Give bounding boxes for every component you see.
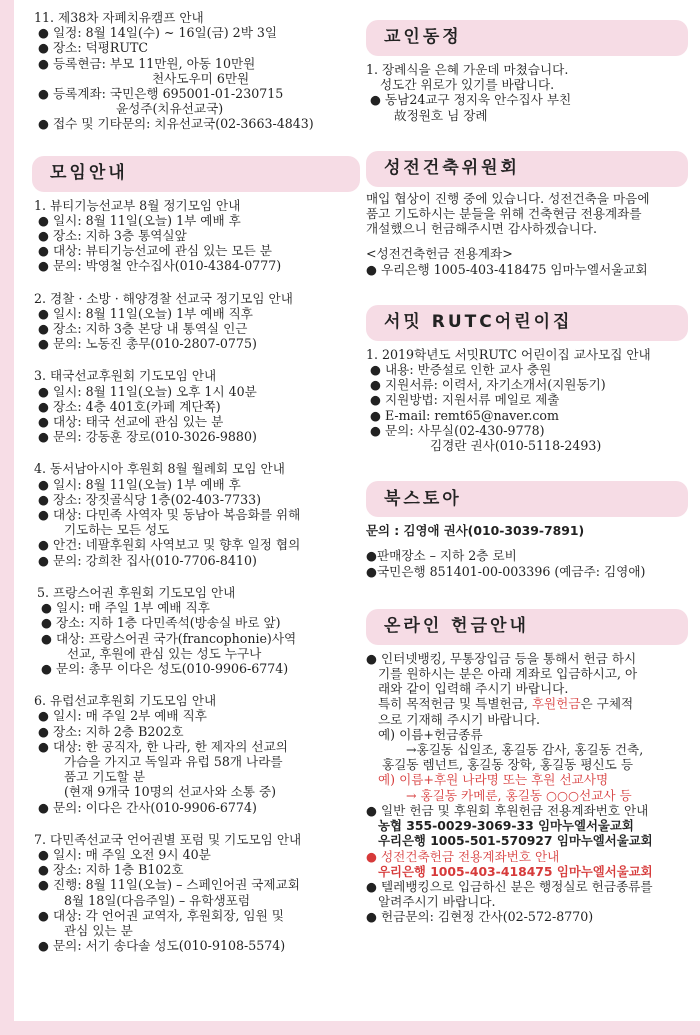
meeting-title: 1. 뷰티기능선교부 8월 정기모임 안내 <box>34 197 241 213</box>
online-red-example: 예) 이름+후원 나라명 또는 후원 선교사명 <box>378 772 609 788</box>
meeting-line: ● 일시: 매 주일 오전 9시 40분 <box>38 846 211 862</box>
meeting-line: ● 문의: 총무 이다은 성도(010-9906-6774) <box>41 660 289 676</box>
meeting-line: ● 대상: 한 공직자, 한 나라, 한 제자의 선교의 <box>38 738 288 754</box>
online-example: 홍길동 렘넌트, 홍길동 장학, 홍길동 평신도 등 <box>382 757 634 773</box>
meeting-line: ● 문의: 강동훈 장로(010-3026-9880) <box>38 429 257 445</box>
daycare-notice <box>366 347 688 453</box>
meeting-line: ● 대상: 프랑스어권 국가(francophonie)사역 <box>41 630 297 646</box>
camp-title: 11. 제38차 자폐치유캠프 안내 <box>34 10 204 25</box>
online-telebanking: 알려주시기 바랍니다. <box>378 894 496 910</box>
meeting-line: 8월 18일(다음주일) – 유학생포럼 <box>64 892 250 908</box>
meeting-line: ● 장소: 지하 2층 B202호 <box>38 723 184 739</box>
left-column <box>34 10 350 953</box>
building-account: ● 우리은행 1005-403-418475 임마누엘서울교회 <box>366 261 648 277</box>
daycare-line: ● E-mail: remt65@naver.com <box>370 407 559 423</box>
meeting-line: 기도하는 모든 성도 <box>64 522 170 538</box>
online-line: ● 인터넷뱅킹, 무통장입금 등을 통해서 헌금 하시 <box>366 650 637 666</box>
camp-line: ● 등록계좌: 국민은행 695001-01-230715 <box>38 86 284 102</box>
camp-line: 천사도우미 6만원 <box>152 70 250 86</box>
online-line: 으로 기재해 주시기 바랍니다. <box>378 711 540 727</box>
online-offering-header: 온라인 헌금안내 <box>366 609 688 645</box>
camp-line: ● 접수 및 기타문의: 치유선교국(02-3663-4843) <box>38 116 314 132</box>
daycare-line: 김경란 권사(010-5118-2493) <box>430 438 602 454</box>
meeting-7 <box>34 832 350 954</box>
meeting-title: 6. 유럽선교후원회 기도모임 안내 <box>34 693 217 709</box>
bookstore-line: ●국민은행 851401-00-003396 (예금주: 김영애) <box>366 563 646 579</box>
meeting-line: 가슴을 가지고 독일과 유럽 58개 나라를 <box>64 753 283 769</box>
camp-line: ● 장소: 덕평RUTC <box>38 40 149 56</box>
meeting-4 <box>34 461 350 567</box>
online-text: 특히 목적헌금 및 특별헌금, <box>378 696 532 712</box>
meeting-2 <box>34 291 350 352</box>
meeting-line: ● 문의: 서기 송다솔 성도(010-9108-5574) <box>38 938 286 954</box>
building-body: 매입 협상이 진행 중에 있습니다. 성전건축을 마음에 <box>366 190 650 206</box>
online-red-example: → 홍길동 카메룬, 홍길동 ○○○선교사 등 <box>406 787 632 803</box>
meeting-line: ● 대상: 뷰티기능선교에 관심 있는 모든 분 <box>38 243 272 259</box>
meeting-line: ● 일시: 매 주일 2부 예배 직후 <box>38 708 207 724</box>
daycare-line: ● 내용: 반증설로 인한 교사 충원 <box>370 362 552 378</box>
online-line: 래와 같이 입력해 주시기 바랍니다. <box>378 681 569 697</box>
meeting-title: 4. 동서남아시아 후원회 8월 월례회 모임 안내 <box>34 461 285 477</box>
condolence-line: ● 동남24교구 정지욱 안수집사 부친 <box>370 92 572 108</box>
meeting-line: ● 장소: 지하 3층 본당 내 통역실 인근 <box>38 321 248 337</box>
online-telebanking: ● 텔레뱅킹으로 입금하신 분은 행정실로 헌금종류를 <box>366 878 653 894</box>
building-notice <box>366 191 688 277</box>
building-header: 성전건축위원회 <box>366 151 688 187</box>
daycare-line: ● 지원서류: 이력서, 자기소개서(지원동기) <box>370 377 606 393</box>
meetings-header: 모임안내 <box>32 156 360 192</box>
meeting-line: 관심 있는 분 <box>64 922 133 938</box>
meeting-line: ● 일시: 8월 11일(오늘) 1부 예배 후 <box>38 476 241 492</box>
meeting-line: ● 일시: 8월 11일(오늘) 오후 1시 40분 <box>38 383 257 399</box>
meeting-title: 2. 경찰 · 소방 · 해양경찰 선교국 정기모임 안내 <box>34 290 293 306</box>
building-account-title: <성전건축헌금 전용계좌> <box>366 246 513 262</box>
condolence-title: 1. 장례식을 은혜 가운데 마쳤습니다. <box>366 62 569 77</box>
meeting-title: 7. 다민족선교국 언어권별 포럼 및 기도모임 안내 <box>34 831 302 847</box>
meeting-line: ● 장소: 4층 401호(카페 계단쪽) <box>38 398 221 414</box>
meeting-6 <box>34 693 350 815</box>
online-line <box>366 696 688 711</box>
bookstore-notice <box>366 523 688 579</box>
online-account: 농협 355-0029-3069-33 임마누엘서울교회 <box>378 818 634 834</box>
meeting-line: ● 문의: 이다은 간사(010-9906-6774) <box>38 799 257 815</box>
online-inquiry: ● 헌금문의: 김현정 간사(02-572-8770) <box>366 909 594 925</box>
meeting-line: ● 문의: 노동진 총무(010-2807-0775) <box>38 336 257 352</box>
meeting-title: 5. 프랑스어권 후원회 기도모임 안내 <box>37 584 236 600</box>
page-border-left <box>0 0 14 1035</box>
daycare-line: ● 문의: 사무실(02-430-9778) <box>370 422 545 438</box>
online-red-text: 후원헌금 <box>531 696 581 712</box>
bookstore-header: 북스토아 <box>366 481 688 517</box>
meeting-line: ● 일시: 매 주일 1부 예배 직후 <box>41 600 210 616</box>
right-column <box>366 20 688 925</box>
building-body: 개설했으니 헌금해주시면 감사하겠습니다. <box>366 221 597 237</box>
condolence-title-2: 성도간 위로가 있기를 바랍니다. <box>380 77 555 93</box>
meeting-line: ● 대상: 다민족 사역자 및 동남아 복음화를 위해 <box>38 507 301 523</box>
online-line: 기를 원하시는 분은 아래 계좌로 입금하시고, 아 <box>378 666 638 682</box>
meeting-title: 3. 태국선교후원회 기도모임 안내 <box>34 368 217 384</box>
meeting-line: ● 대상: 각 언어권 교역자, 후원회장, 임원 및 <box>38 907 284 923</box>
meeting-line: (현재 9개국 10명의 선교사와 소통 중) <box>64 784 277 800</box>
camp-notice <box>34 10 350 132</box>
meeting-line: ● 장소: 장짓골식당 1층(02-403-7733) <box>38 491 262 507</box>
online-text: 은 구체적 <box>580 696 634 712</box>
meeting-line: ● 문의: 박영철 안수집사(010-4384-0777) <box>38 258 282 274</box>
condolence-notice <box>366 62 688 123</box>
meeting-5 <box>34 585 350 676</box>
camp-line: ● 등록현금: 부모 11만원, 아동 10만원 <box>38 55 256 71</box>
meeting-line: ● 일시: 8월 11일(오늘) 1부 예배 후 <box>38 212 241 228</box>
meeting-line: ● 문의: 강희찬 집사(010-7706-8410) <box>38 552 257 568</box>
camp-line: ● 일정: 8월 14일(수) ~ 16일(금) 2박 3일 <box>38 25 278 41</box>
meeting-line: 선교, 후원에 관심 있는 성도 누구나 <box>67 645 262 661</box>
bookstore-line: ●판매장소 – 지하 2층 로비 <box>366 548 517 564</box>
online-account: 우리은행 1005-501-570927 임마누엘서울교회 <box>378 833 653 849</box>
condolence-line: 故정원호 님 장례 <box>394 107 488 123</box>
online-building-account: 우리은행 1005-403-418475 임마누엘서울교회 <box>378 863 653 879</box>
meeting-line: ● 대상: 태국 선교에 관심 있는 분 <box>38 414 224 430</box>
page-border-bottom <box>0 1021 700 1035</box>
meeting-line: ● 안건: 네팔후원회 사역보고 및 향후 일정 협의 <box>38 537 301 553</box>
online-example: →홍길동 십일조, 홍길동 감사, 홍길동 건축, <box>406 742 644 758</box>
meeting-line: ● 장소: 지하 1층 B102호 <box>38 862 184 878</box>
bookstore-contact: 문의 : 김영애 권사(010-3039-7891) <box>366 523 585 539</box>
meeting-line: ● 일시: 8월 11일(오늘) 1부 예배 직후 <box>38 305 253 321</box>
online-general: ● 일반 헌금 및 후원회 후원헌금 전용계좌번호 안내 <box>366 802 649 818</box>
building-body: 품고 기도하시는 분들을 위해 건축현금 전용계좌를 <box>366 206 642 222</box>
meeting-line: ● 진행: 8월 11일(오늘) – 스페인어권 국제교회 <box>38 877 300 893</box>
online-offering-notice <box>366 651 688 925</box>
online-line: 예) 이름+헌금종류 <box>378 726 483 742</box>
camp-line: 윤성주(치유선교국) <box>116 101 224 117</box>
meeting-line: ● 장소: 지하 3층 통역실앞 <box>38 228 187 244</box>
daycare-title: 1. 2019학년도 서밋RUTC 어린이집 교사모집 안내 <box>366 346 651 362</box>
daycare-line: ● 지원방법: 지원서류 메일로 제출 <box>370 392 560 408</box>
condolence-header: 교인동정 <box>366 20 688 56</box>
meeting-line: 품고 기도할 분 <box>64 769 145 785</box>
meeting-3 <box>34 368 350 444</box>
meeting-1 <box>34 198 350 274</box>
meeting-line: ● 장소: 지하 1층 다민족석(방송실 바로 앞) <box>41 615 281 631</box>
daycare-header: 서밋 RUTC어린이집 <box>366 305 688 341</box>
online-building-account-title: ● 성전건축헌금 전용계좌번호 안내 <box>366 848 560 864</box>
